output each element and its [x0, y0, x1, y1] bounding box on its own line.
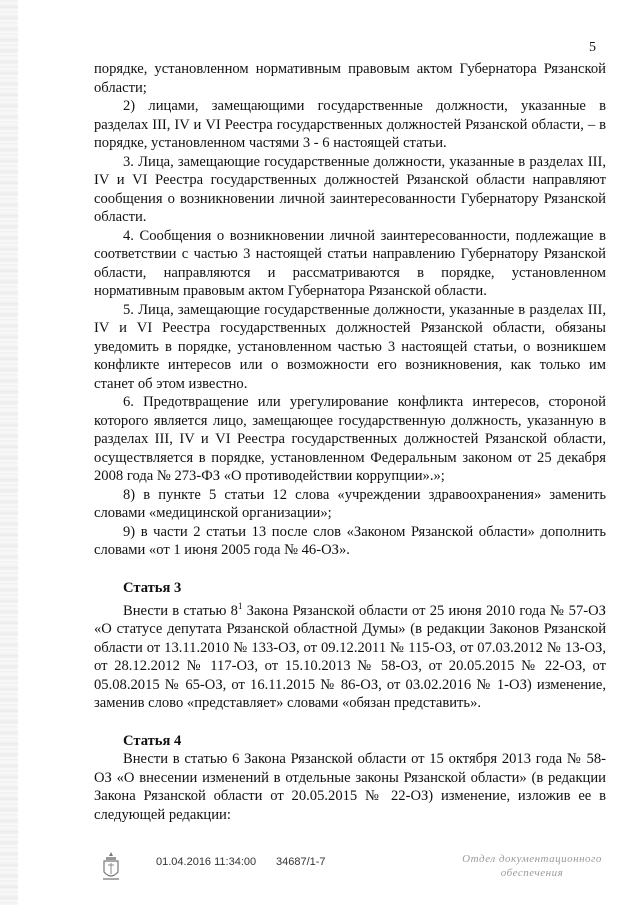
department-stamp [452, 852, 612, 880]
paragraph: 8) в пункте 5 статьи 12 слова «учреждении здравоохранения» заменить словами «медицинской организации»; [94, 486, 606, 521]
stamp-line: Отдел документационного [462, 853, 602, 865]
paragraph: порядке, установленном нормативным правовым актом Губернатора Рязанской области; [94, 61, 606, 96]
footer-timestamp: 01.04.2016 11:34:00 [156, 856, 257, 868]
stamp-line: обеспечения [500, 867, 564, 879]
document-body [94, 60, 606, 824]
paragraph: 9) в части 2 статьи 13 после слов «Законом Рязанской области» дополнить словами «от 1 июня 2005 года № 46-ОЗ». [94, 523, 606, 558]
paragraph: Внести в статью 6 Закона Рязанской области от 15 октября 2013 года № 58-ОЗ «О внесении изменений в отдельные законы Рязанской области» (в редакции Закона Рязанской области от 20.05.2015 № 22-ОЗ) изменение, изложив ее в следующей редакции: [94, 751, 606, 823]
paragraph: 4. Сообщения о возникновении личной заинтересованности, подлежащие в соответствии с частью 3 настоящей статьи направлению Губернатору Рязанской области, направляются и рассматриваются в порядке, установленном нормативным правовым актом Губернатора Рязанской области. [94, 227, 606, 299]
article-heading: Статья 4 [123, 732, 182, 749]
paragraph: 3. Лица, замещающие государственные должности, указанные в разделах III, IV и VI Реестра государственных должностей Рязанской области направляют сообщения о возникновении личной заинтересованности Губернатору Рязанской области. [94, 153, 606, 225]
paragraph: 6. Предотвращение или урегулирование конфликта интересов, стороной которого является лицо, замещающее государственную должность, указанную в разделах III, IV и VI Реестра государственных должностей Рязанской области, осуществляется в порядке, установленном Федеральным законом от 25 декабря 2008 года № 273-ФЗ «О противодействии коррупции».»; [94, 394, 606, 484]
document-footer [100, 850, 620, 890]
footer-document-id: 34687/1-7 [276, 856, 326, 868]
article-text: Закона Рязанской области от 25 июня 2010 года № 57-ОЗ «О статусе депутата Рязанской областной Думы» (в редакции Законов Рязанской области от 13.11.2010 № 133-ОЗ, от 09.12.2011 № 115-ОЗ, от 07.03.2012 № 13-ОЗ, от 28.12.2012 № 117-ОЗ, от 15.10.2013 № 58-ОЗ, от 20.05.2015 № 22-ОЗ, от 05.08.2015 № 65-ОЗ, от 16.11.2015 № 86-ОЗ, от 03.02.2016 № 1-ОЗ) изменение, заменив слово «представляет» словами «обязан представить». [94, 602, 606, 712]
article-3 [94, 579, 606, 713]
superscript: 1 [237, 601, 243, 611]
paragraph: 5. Лица, замещающие государственные должности, указанные в разделах III, IV и VI Реестра государственных должностей Рязанской области, обязаны уведомить в порядке, установленном частью 3 настоящей статьи, о возникшем конфликте интересов или о возможности его возникновения, как только им станет об этом известно. [94, 301, 606, 392]
article-4 [94, 732, 606, 825]
paragraph [94, 597, 606, 713]
paragraph: 2) лицами, замещающими государственные должности, указанные в разделах III, IV и VI Реестра государственных должностей Рязанской области, – в порядке, установленном частями 3 - 6 настоящей статьи. [94, 98, 606, 151]
article-lead: Внести в статью 8 [123, 602, 238, 619]
coat-of-arms-icon [100, 850, 122, 884]
article-heading: Статья 3 [123, 579, 182, 596]
page-number: 5 [589, 40, 596, 55]
scan-edge [0, 0, 18, 905]
